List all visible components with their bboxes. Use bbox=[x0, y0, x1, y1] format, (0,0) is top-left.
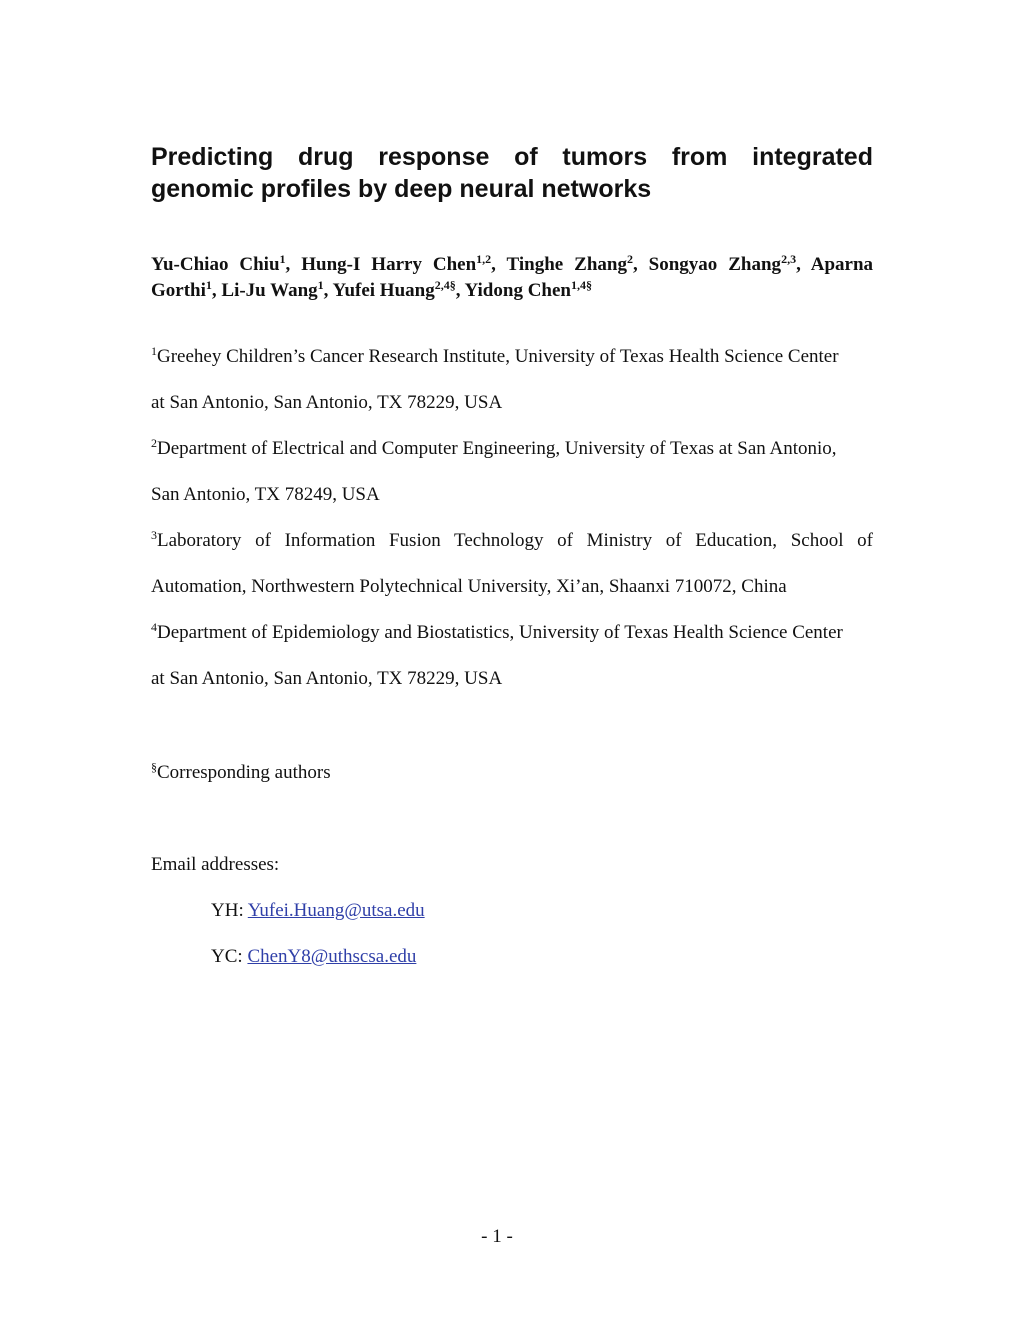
title-line-2: genomic profiles by deep neural networks bbox=[151, 175, 652, 203]
affiliation-number: 1 bbox=[151, 344, 157, 358]
affiliation-1 bbox=[151, 344, 873, 436]
author-name: Aparna bbox=[810, 254, 874, 275]
author-list bbox=[151, 252, 873, 304]
author-affiliation-sup: 1,4§ bbox=[570, 278, 592, 292]
author-separator: , bbox=[491, 254, 507, 275]
author-affiliation-sup: 1 bbox=[317, 278, 324, 292]
title-line-1: Predicting drug response of tumors from integrated bbox=[151, 143, 873, 171]
affiliation-number: 3 bbox=[151, 528, 157, 542]
author-affiliation-sup: 2,3 bbox=[781, 252, 797, 266]
author-name: Tinghe Zhang bbox=[506, 254, 627, 275]
affiliation-line bbox=[151, 344, 873, 390]
affiliation-4 bbox=[151, 620, 873, 712]
affiliation-text: Greehey Children’s Cancer Research Institute, University of Texas Health Science Center bbox=[157, 346, 839, 367]
affiliation-line: San Antonio, TX 78249, USA bbox=[151, 484, 380, 505]
author-separator: , bbox=[211, 280, 222, 301]
author-affiliation-sup: 1 bbox=[205, 278, 212, 292]
affiliation-3 bbox=[151, 528, 873, 620]
author-name: Yidong Chen bbox=[464, 280, 571, 301]
affiliation-2 bbox=[151, 436, 873, 528]
corresponding-mark: § bbox=[151, 760, 157, 774]
affiliation-line bbox=[151, 620, 873, 666]
affiliation-line: Automation, Northwestern Polytechnical University, Xi’an, Shaanxi 710072, China bbox=[151, 576, 787, 597]
author-name: Yu-Chiao Chiu bbox=[151, 254, 280, 275]
affiliation-line bbox=[151, 436, 873, 482]
author-separator: , bbox=[796, 254, 811, 275]
email-row-yh bbox=[211, 898, 425, 924]
email-heading: Email addresses: bbox=[151, 854, 280, 875]
author-name: Li-Ju Wang bbox=[221, 280, 318, 301]
affiliation-text: Department of Epidemiology and Biostatistics, University of Texas Health Science Center bbox=[157, 622, 843, 643]
affiliation-line: at San Antonio, San Antonio, TX 78229, USA bbox=[151, 392, 503, 413]
affiliation-line: at San Antonio, San Antonio, TX 78229, USA bbox=[151, 668, 503, 689]
author-separator: , bbox=[455, 280, 465, 301]
author-affiliation-sup: 1 bbox=[279, 252, 286, 266]
email-link-yc[interactable]: ChenY8@uthscsa.edu bbox=[247, 946, 417, 967]
email-label: YC: bbox=[211, 946, 243, 967]
author-separator: , bbox=[323, 280, 333, 301]
email-label: YH: bbox=[211, 900, 244, 921]
author-name: Yufei Huang bbox=[332, 280, 435, 301]
affiliation-line bbox=[151, 528, 873, 574]
email-row-yc bbox=[211, 944, 416, 970]
corresponding-text: Corresponding authors bbox=[157, 762, 331, 783]
author-name: Gorthi bbox=[151, 280, 206, 301]
page-number: - 1 - bbox=[481, 1226, 513, 1247]
author-separator: , bbox=[285, 254, 302, 275]
author-affiliation-sup: 2 bbox=[626, 252, 633, 266]
affiliation-number: 4 bbox=[151, 620, 157, 634]
affiliation-text: Department of Electrical and Computer Engineering, University of Texas at San Antonio, bbox=[157, 438, 837, 459]
author-line-2 bbox=[151, 278, 873, 304]
author-affiliation-sup: 2,4§ bbox=[434, 278, 456, 292]
author-name: Songyao Zhang bbox=[648, 254, 782, 275]
author-name: Hung-I Harry Chen bbox=[301, 254, 477, 275]
author-affiliation-sup: 1,2 bbox=[476, 252, 492, 266]
author-line-1 bbox=[151, 252, 873, 278]
paper-title bbox=[151, 141, 873, 205]
affiliation-number: 2 bbox=[151, 436, 157, 450]
corresponding-authors-note bbox=[151, 760, 331, 786]
email-link-yh[interactable]: Yufei.Huang@utsa.edu bbox=[247, 900, 425, 921]
author-separator: , bbox=[632, 254, 649, 275]
affiliation-text: Laboratory of Information Fusion Technology of Ministry of Education, School of bbox=[157, 530, 873, 551]
